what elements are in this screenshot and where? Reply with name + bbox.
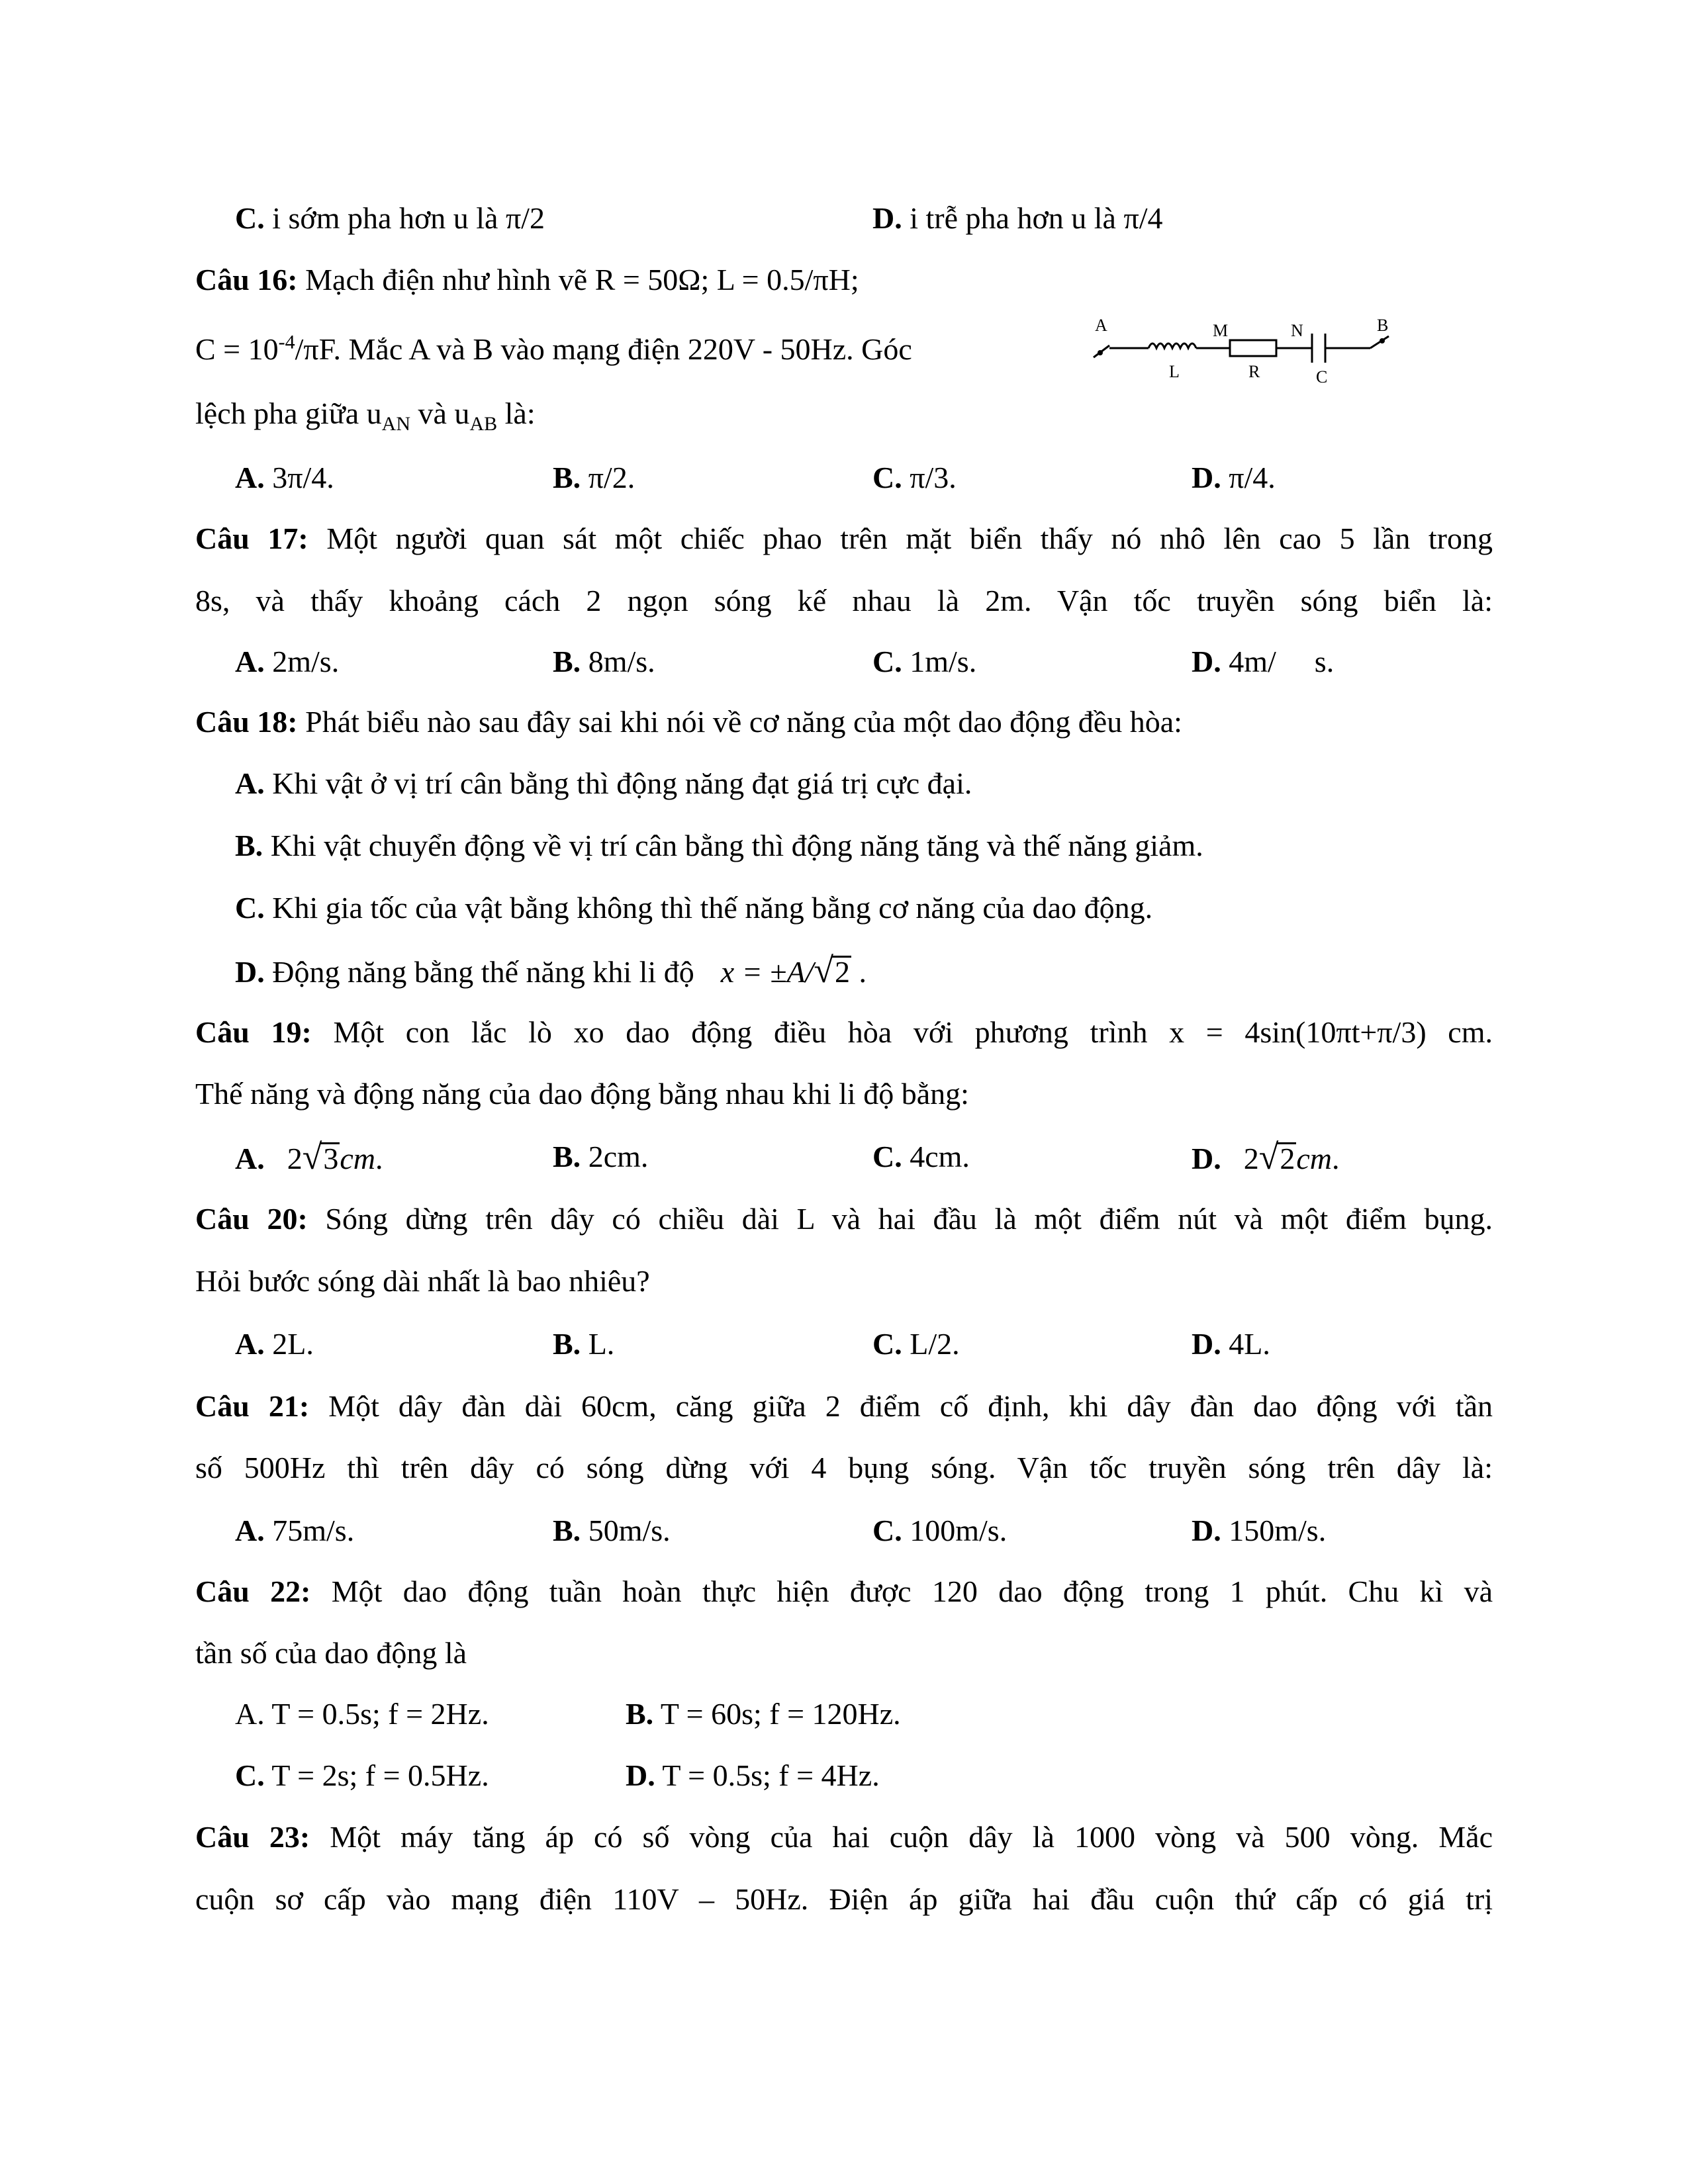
terminal-b-lead <box>1370 336 1389 348</box>
top-option-d: D. i trễ pha hơn u là π/4 <box>872 201 1163 235</box>
q17-option-a: A. 2m/s. <box>235 645 340 678</box>
question-16-line-2: $C = 10^{-4}/\pi F$. Mắc A và B vào mạng điện 220V - 50Hz. Góc <box>195 331 912 366</box>
q22-option-d: D. T = 0.5s; f = 4Hz. <box>626 1758 880 1792</box>
question-20-line-2: Hỏi bước sóng dài nhất là bao nhiêu? <box>195 1264 650 1298</box>
top-option-c: C. i sớm pha hơn u là π/2 <box>235 201 545 235</box>
q18-option-a: A. Khi vật ở vị trí cân bằng thì động năng đạt giá trị cực đại. <box>235 766 972 800</box>
q22-option-b: B. T = 60s; f = 120Hz. <box>626 1697 901 1731</box>
circuit-diagram <box>1086 316 1403 389</box>
circuit-label-b: B <box>1377 316 1389 335</box>
circuit-label-c: C <box>1316 367 1328 387</box>
q21-option-c: C. 100m/s. <box>872 1514 1008 1547</box>
q16-option-b: B. π/2. <box>553 461 635 494</box>
q20-option-b: B. L. <box>553 1327 615 1361</box>
circuit-label-a: A <box>1095 316 1107 335</box>
q17-option-b: B. 8m/s. <box>553 645 655 678</box>
inductor-coil <box>1149 343 1196 348</box>
q19-option-c: C. 4cm. <box>872 1140 970 1173</box>
question-22-line-1: Câu 22: Một dao động tuần hoàn thực hiện được 120 dao động trong 1 phút. Chu kì và <box>195 1574 1493 1608</box>
question-23-line-2: cuộn sơ cấp vào mạng điện 110V – 50Hz. Điện áp giữa hai đầu cuộn thứ cấp có giá trị <box>195 1882 1493 1916</box>
question-22-line-2: tần số của dao động là <box>195 1636 467 1670</box>
q22-option-c: C. T = 2s; f = 0.5Hz. <box>235 1758 489 1792</box>
q16-option-a: A. 3π/4. <box>235 461 334 494</box>
q18-option-d: D. Động năng bằng thế năng khi li độ x = ±A/√2 . <box>235 950 867 990</box>
q21-option-d: D. 150m/s. <box>1192 1514 1327 1547</box>
q20-option-a: A. 2L. <box>235 1327 314 1361</box>
question-16-line-1: Câu 16: Mạch điện như hình vẽ R = 50Ω; L = 0.5/πH; <box>195 263 859 296</box>
q16-option-c: C. π/3. <box>872 461 957 494</box>
terminal-a-dot <box>1098 350 1103 355</box>
question-18-line-1: Câu 18: Phát biểu nào sau đây sai khi nói về cơ năng của một dao động đều hòa: <box>195 705 1182 739</box>
q18-option-c: C. Khi gia tốc của vật bằng không thì thế năng bằng cơ năng của dao động. <box>235 891 1153 925</box>
q17-option-d: D. 4m/ s. <box>1192 645 1335 678</box>
q18-option-b: B. Khi vật chuyển động về vị trí cân bằng thì động năng tăng và thế năng giảm. <box>235 829 1203 862</box>
question-17-line-2: 8s, và thấy khoảng cách 2 ngọn sóng kế nhau là 2m. Vận tốc truyền sóng biển là: <box>195 584 1493 617</box>
question-19-line-1: Câu 19: Một con lắc lò xo dao động điều hòa với phương trình x = 4sin(10πt+π/3) cm. <box>195 1015 1493 1049</box>
q21-option-b: B. 50m/s. <box>553 1514 671 1547</box>
q16-option-d: D. π/4. <box>1192 461 1276 494</box>
q20-option-c: C. L/2. <box>872 1327 960 1361</box>
q17-option-c: C. 1m/s. <box>872 645 977 678</box>
circuit-label-l: L <box>1169 362 1180 381</box>
q22-option-a: A. T = 0.5s; f = 2Hz. <box>235 1697 489 1731</box>
q19-option-d: D. 2√2cm. <box>1192 1137 1340 1177</box>
question-16-line-3: lệch pha giữa $u_{AN}$ và $u_{AB}$ là: <box>195 396 536 435</box>
resistor-box <box>1230 340 1276 356</box>
question-23-line-1: Câu 23: Một máy tăng áp có số vòng của hai cuộn dây là 1000 vòng và 500 vòng. Mắc <box>195 1820 1493 1854</box>
question-21-line-1: Câu 21: Một dây đàn dài 60cm, căng giữa 2 điểm cố định, khi dây đàn dao động với tần <box>195 1389 1493 1423</box>
q20-option-d: D. 4L. <box>1192 1327 1270 1361</box>
question-19-line-2: Thế năng và động năng của dao động bằng nhau khi li độ bằng: <box>195 1077 969 1111</box>
question-21-line-2: số 500Hz thì trên dây có sóng dừng với 4 bụng sóng. Vận tốc truyền sóng trên dây là: <box>195 1451 1493 1484</box>
q19-option-b: B. 2cm. <box>553 1140 649 1173</box>
q19-option-a: A. 2√3cm. <box>235 1137 383 1177</box>
circuit-label-r: R <box>1248 362 1260 381</box>
terminal-b-dot <box>1380 338 1385 343</box>
question-20-line-1: Câu 20: Sóng dừng trên dây có chiều dài L và hai đầu là một điểm nút và một điểm bụng. <box>195 1202 1493 1236</box>
q21-option-a: A. 75m/s. <box>235 1514 355 1547</box>
question-17-line-1: Câu 17: Một người quan sát một chiếc phao trên mặt biển thấy nó nhô lên cao 5 lần trong <box>195 522 1493 555</box>
formula-x-eq-a-over-root2: x = ±A/ <box>720 955 814 989</box>
circuit-label-n: N <box>1291 321 1303 340</box>
circuit-label-m: M <box>1213 321 1229 340</box>
